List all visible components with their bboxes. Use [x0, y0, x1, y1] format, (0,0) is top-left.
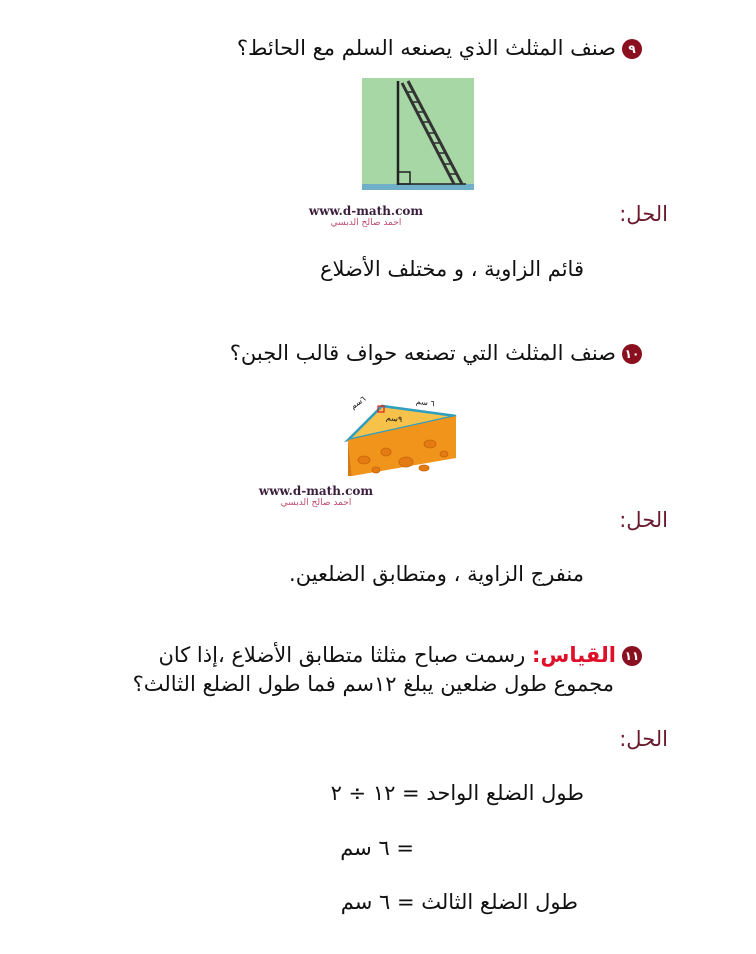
cheese-label-left: ٦سم [348, 394, 368, 411]
question-10 [230, 341, 642, 365]
solution-label-10: الحل: [619, 508, 668, 532]
watermark-author: احمد صالح الدبسي [280, 498, 352, 508]
question-11-line2: مجموع طول ضلعين يبلغ ١٢سم فما طول الضلع الثالث؟ [132, 672, 614, 696]
solution-label-9: الحل: [619, 202, 668, 226]
ladder-wall-image [362, 78, 474, 190]
question-11-line1: رسمت صباح مثلثا متطابق الأضلاع ،إذا كان [158, 643, 526, 667]
answer-10: منفرج الزاوية ، ومتطابق الضلعين. [289, 562, 584, 586]
question-9 [237, 36, 642, 60]
question-number-10: ١٠ [622, 344, 642, 364]
watermark-2 [246, 484, 386, 508]
watermark-url: www.d-math.com [258, 484, 374, 498]
solution-step-3: طول الضلع الثالث = ٦ سم [340, 890, 578, 914]
solution-step-1: طول الضلع الواحد = ١٢ ÷ ٢ [330, 781, 584, 805]
cheese-image [344, 392, 462, 478]
question-9-text: صنف المثلث الذي يصنعه السلم مع الحائط؟ [236, 36, 616, 60]
question-10-text: صنف المثلث التي تصنعه حواف قالب الجبن؟ [229, 341, 616, 365]
question-11 [158, 643, 642, 667]
question-11-keyword: القياس: [531, 643, 616, 667]
answer-9: قائم الزاوية ، و مختلف الأضلاع [320, 257, 584, 281]
question-number-11: ١١ [622, 646, 642, 666]
watermark-1 [296, 204, 436, 228]
solution-step-2: = ٦ سم [340, 836, 414, 860]
cheese-label-center: ٩سم [385, 412, 403, 425]
watermark-author: احمد صالح الدبسي [330, 218, 402, 228]
solution-label-11: الحل: [619, 727, 668, 751]
watermark-url: www.d-math.com [308, 204, 424, 218]
cheese-label-top: ٦ سم [415, 396, 436, 409]
question-number-9: ٩ [622, 39, 642, 59]
